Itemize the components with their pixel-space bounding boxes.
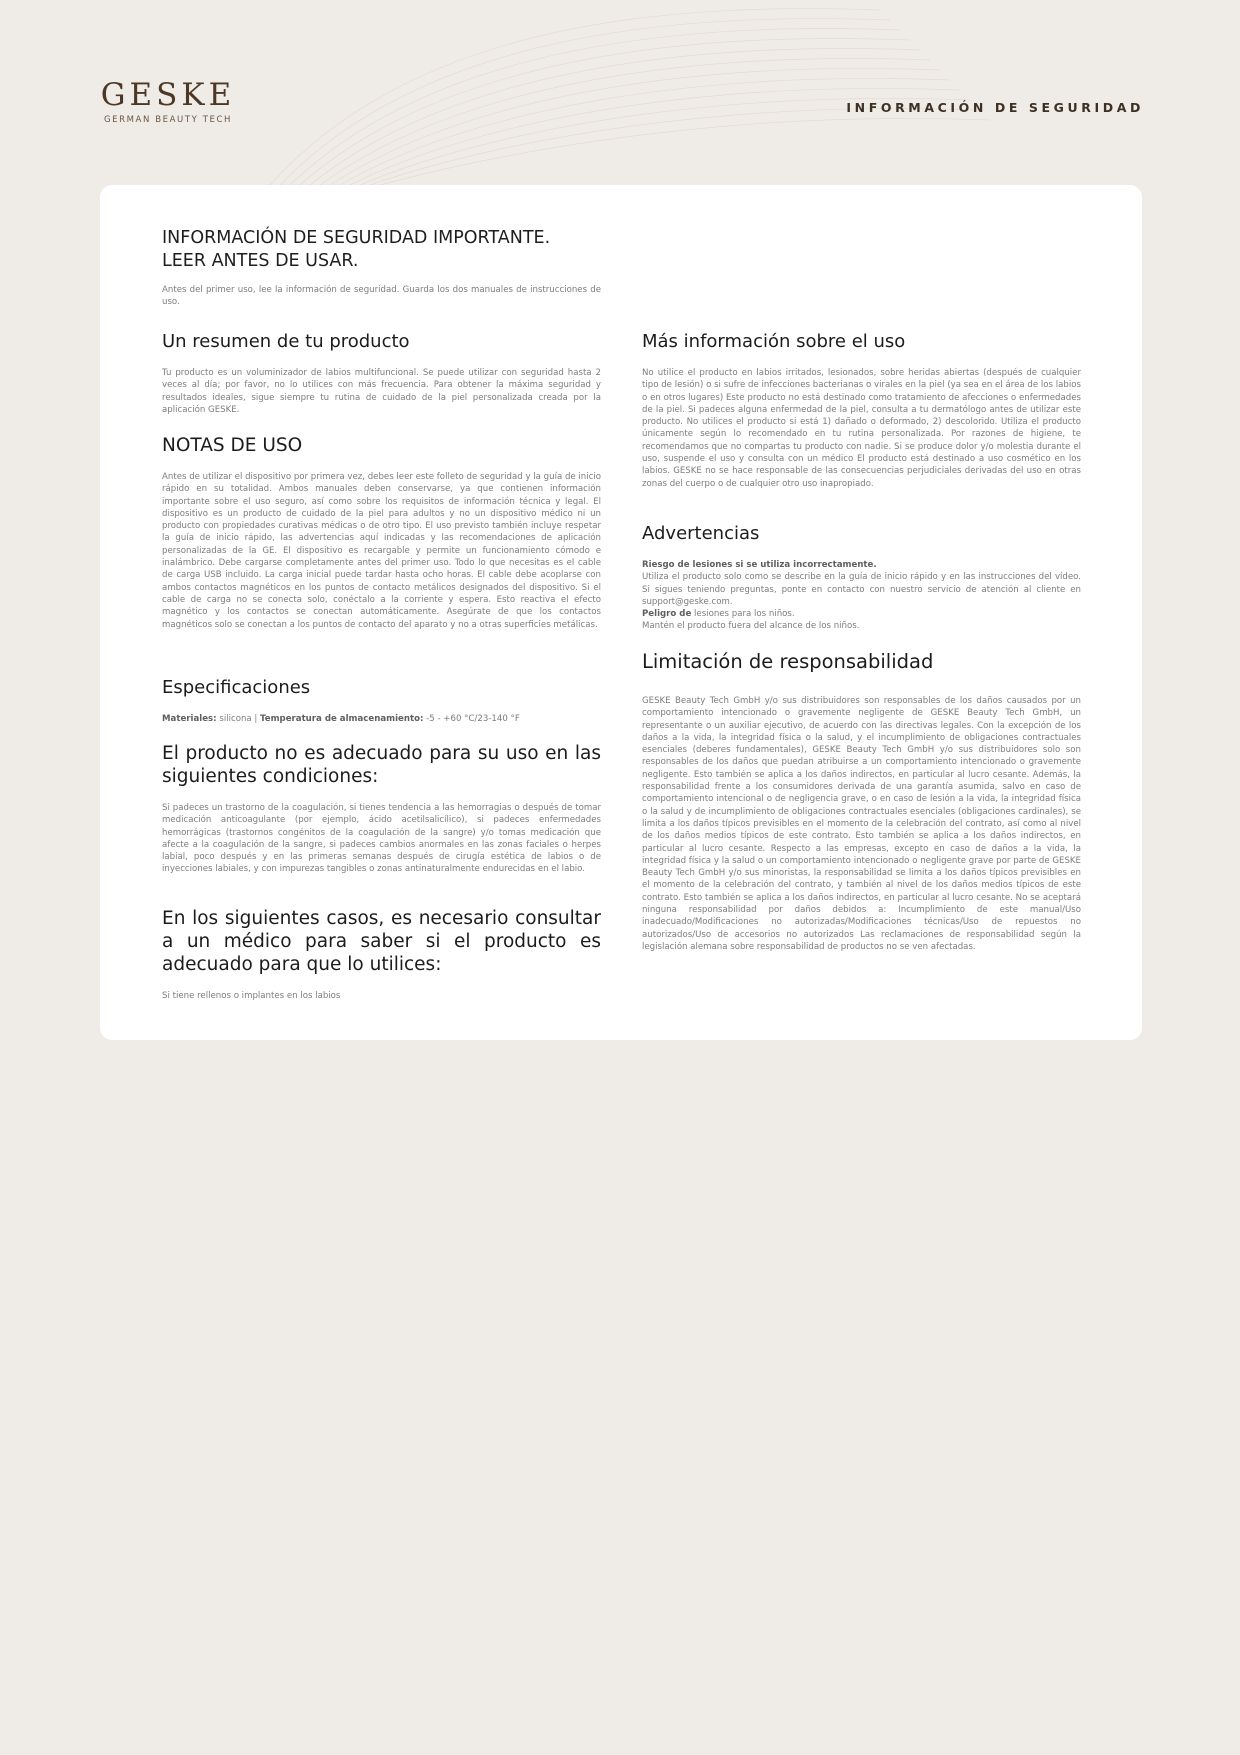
page-title-line2: LEER ANTES DE USAR.: [162, 251, 359, 271]
section-text: No utilice el producto en labios irritados, lesionados, sobre heridas abiertas (después de cualquier tipo de lesión) o si sufre de infecciones bacterianas o virales en la piel (ya sea en el área de los labios o en otros lugares) Este producto no está destinado como tratamiento de afecciones o enfermedades de la piel. Si padeces alguna enfermedad de la piel, consulta a tu dermatólogo antes de utilizar este producto. No utilices el producto si está 1) dañado o deformado, 2) descolorido. Utiliza el producto únicamente según lo recomendado en tu rutina personalizada. Por razones de higiene, te recomendamos que no compartas tu producto con nadie. Si se produce dolor y/o molestia durante el uso, suspende el uso y consulta con un médico El producto está destinado a uso cosmético en los labios. GESKE no se hace responsable de las consecuencias perjudiciales derivadas del uso en otras zonas del cuerpo o de cualquier otro uso inapropiado.: [642, 368, 1081, 489]
section-title: Advertencias: [642, 523, 760, 544]
warning-text-4: Mantén el producto fuera del alcance de los niños.: [642, 621, 860, 632]
header-title: INFORMACIÓN DE SEGURIDAD: [846, 100, 1144, 115]
section-resumen: [162, 330, 601, 416]
logo-wordmark: GESKE: [100, 77, 236, 113]
section-title: En los siguientes casos, es necesario consultar a un médico para saber si el producto es adecuado para que lo utilices:: [162, 908, 601, 975]
section-text: GESKE Beauty Tech GmbH y/o sus distribuidores son responsables de los daños causados por un comportamiento intencionado o gravemente negligente de GESKE Beauty Tech GmbH, un representante o un auxiliar ejecutivo, de acuerdo con las directivas legales. Con la excepción de los daños a la vida, la integridad física o la salud, y el incumplimiento de obligaciones contractuales esenciales (deberes fundamentales), GESKE Beauty Tech GmbH y/o sus distribuidores solo son responsables de los daños que puedan atribuirse a un comportamiento intencionado o gravemente negligente. Esto también se aplica a los daños indirectos, en particular al lucro cesante. Además, la responsabilidad frente a los consumidores derivada de una garantía asumida, salvo en caso de comportamiento intencional o de negligencia grave, o en caso de lesión a la vida, la integridad física o la salud y de incumplimiento de obligaciones contractuales esenciales (obligaciones cardinales), se limita a los daños típicos previsibles en el momento de la celebración del contrato, así como al nivel de los daños medios típicos de este contrato. Esto también se aplica a los daños indirectos, en particular al lucro cesante. Respecto a las empresas, excepto en caso de daños a la vida, la integridad física y la salud o un comportamiento intencionado o negligente grave por parte de GESKE Beauty Tech GmbH y/o sus minoristas, la responsabilidad se limita a los daños típicos previsibles en el momento de la celebración del contrato, y también al nivel de los daños medios típicos de este contrato. Esto también se aplica a los daños indirectos, en particular al lucro cesante. No se aceptará ninguna responsabilidad por daños debidos a: Incumplimiento de este manual/Uso inadecuado/Modificaciones no autorizadas/Modificaciones técnicas/Uso de repuestos no autorizados/Uso de accesorios no autorizados Las reclamaciones de responsabilidad según la legislación alemana sobre responsabilidad de productos no se ven afectadas.: [642, 696, 1081, 952]
intro-text: Antes del primer uso, lee la información de seguridad. Guarda los dos manuales de instrucciones de uso.: [162, 285, 601, 308]
section-text: Tu producto es un voluminizador de labios multifuncional. Se puede utilizar con seguridad hasta 2 veces al día; por favor, no lo utilices con más frecuencia. Para obtener la máxima seguridad y resultados ideales, sigue siempre tu rutina de cuidado de la piel personalizada creada por la aplicación GESKE.: [162, 368, 601, 415]
section-title: NOTAS DE USO: [162, 435, 303, 456]
section-advertencias: [642, 522, 1081, 633]
section-especificaciones: [162, 676, 601, 725]
section-title: El producto no es adecuado para su uso en las siguientes condiciones:: [162, 743, 601, 787]
section-notas: [162, 434, 601, 631]
section-limitacion: [642, 650, 1081, 953]
section-text: Si tiene rellenos o implantes en los labios: [162, 991, 341, 1001]
section-mas-info: [642, 330, 1081, 490]
section-title: Limitación de responsabilidad: [642, 650, 934, 673]
specs-value-temperature: -5 - +60 °C/23-140 °F: [423, 714, 520, 724]
logo-tagline: GERMAN BEAUTY TECH: [103, 115, 233, 125]
section-no-adecuado: [162, 742, 601, 876]
specs-label-temperature: Temperatura de almacenamiento:: [260, 714, 424, 724]
specs-text: [162, 713, 601, 725]
section-title: Más información sobre el uso: [642, 331, 906, 352]
section-title: Especificaciones: [162, 677, 311, 698]
section-title: Un resumen de tu producto: [162, 331, 410, 352]
page-title: [162, 227, 550, 273]
section-text: Si padeces un trastorno de la coagulación, si tienes tendencia a las hemorragias o después de tomar medicación anticoagulante (por ejemplo, ácido acetilsalicílico), si padeces enfermedades hemorrágicas (trastornos congénitos de la coagulación de la sangre) y/o tomas medicación que afecte a la coagulación de la sangre, si padeces cambios anormales en las zonas faciales o herpes labial, poco después y en las primeras semanas después de cirugía estética de labios o de inyecciones labiales, y con impurezas tangibles o zonas antinaturalmente endurecidas en el labio.: [162, 803, 601, 875]
section-consultar: [162, 907, 601, 1002]
warning-text-1: [642, 559, 1081, 571]
warning-text-3b: lesiones para los niños.: [691, 609, 795, 620]
warning-text-3: [642, 608, 1081, 620]
warning-bold-2: Peligro de: [642, 609, 692, 620]
warning-text-2: Utiliza el producto solo como se describe en la guía de inicio rápido y en las instrucciones del vídeo. Si sigues teniendo preguntas, ponte en contacto con nuestro servicio de atención al cliente en support@geske.com.: [642, 572, 1081, 607]
geske-logo[interactable]: [100, 78, 236, 125]
intro-text-block: [162, 284, 601, 309]
specs-value-materials: silicona |: [216, 714, 261, 724]
section-text: Antes de utilizar el dispositivo por primera vez, debes leer este folleto de seguridad y la guía de inicio rápido en su totalidad. Ambos manuales deben conservarse, ya que contienen información importante sobre el uso seguro, así como sobre los requisitos de información técnica y legal. El dispositivo es un producto de cuidado de la piel para adultos y no un dispositivo médico ni un producto con propiedades curativas médicas o de otro tipo. El uso previsto también incluye respetar la guía de inicio rápido, las advertencias aquí indicadas y las recomendaciones de aplicación personalizadas de la GE. El dispositivo es recargable y permite un funcionamiento cómodo e inalámbrico. Debe cargarse completamente antes del primer uso. Todo lo que necesitas es el cable de carga USB incluido. La carga inicial puede tardar hasta ocho horas. El cable debe acoplarse con ambos contactos magnéticos en los puntos de contacto metálicos designados del dispositivo. Si el cable de carga no se conecta solo, conéctalo a la corriente y espera. Esto reactiva el efecto magnético y los contactos se conectan automáticamente. Asegúrate de que los contactos magnéticos solo se conectan a los puntos de contacto del aparato y no a otras superficies metálicas.: [162, 472, 602, 630]
warning-bold-1: Riesgo de lesiones si se utiliza incorrectamente.: [642, 560, 877, 570]
page-title-line1: INFORMACIÓN DE SEGURIDAD IMPORTANTE.: [162, 228, 551, 248]
content-card: [100, 185, 1142, 1040]
specs-label-materials: Materiales:: [162, 714, 217, 724]
